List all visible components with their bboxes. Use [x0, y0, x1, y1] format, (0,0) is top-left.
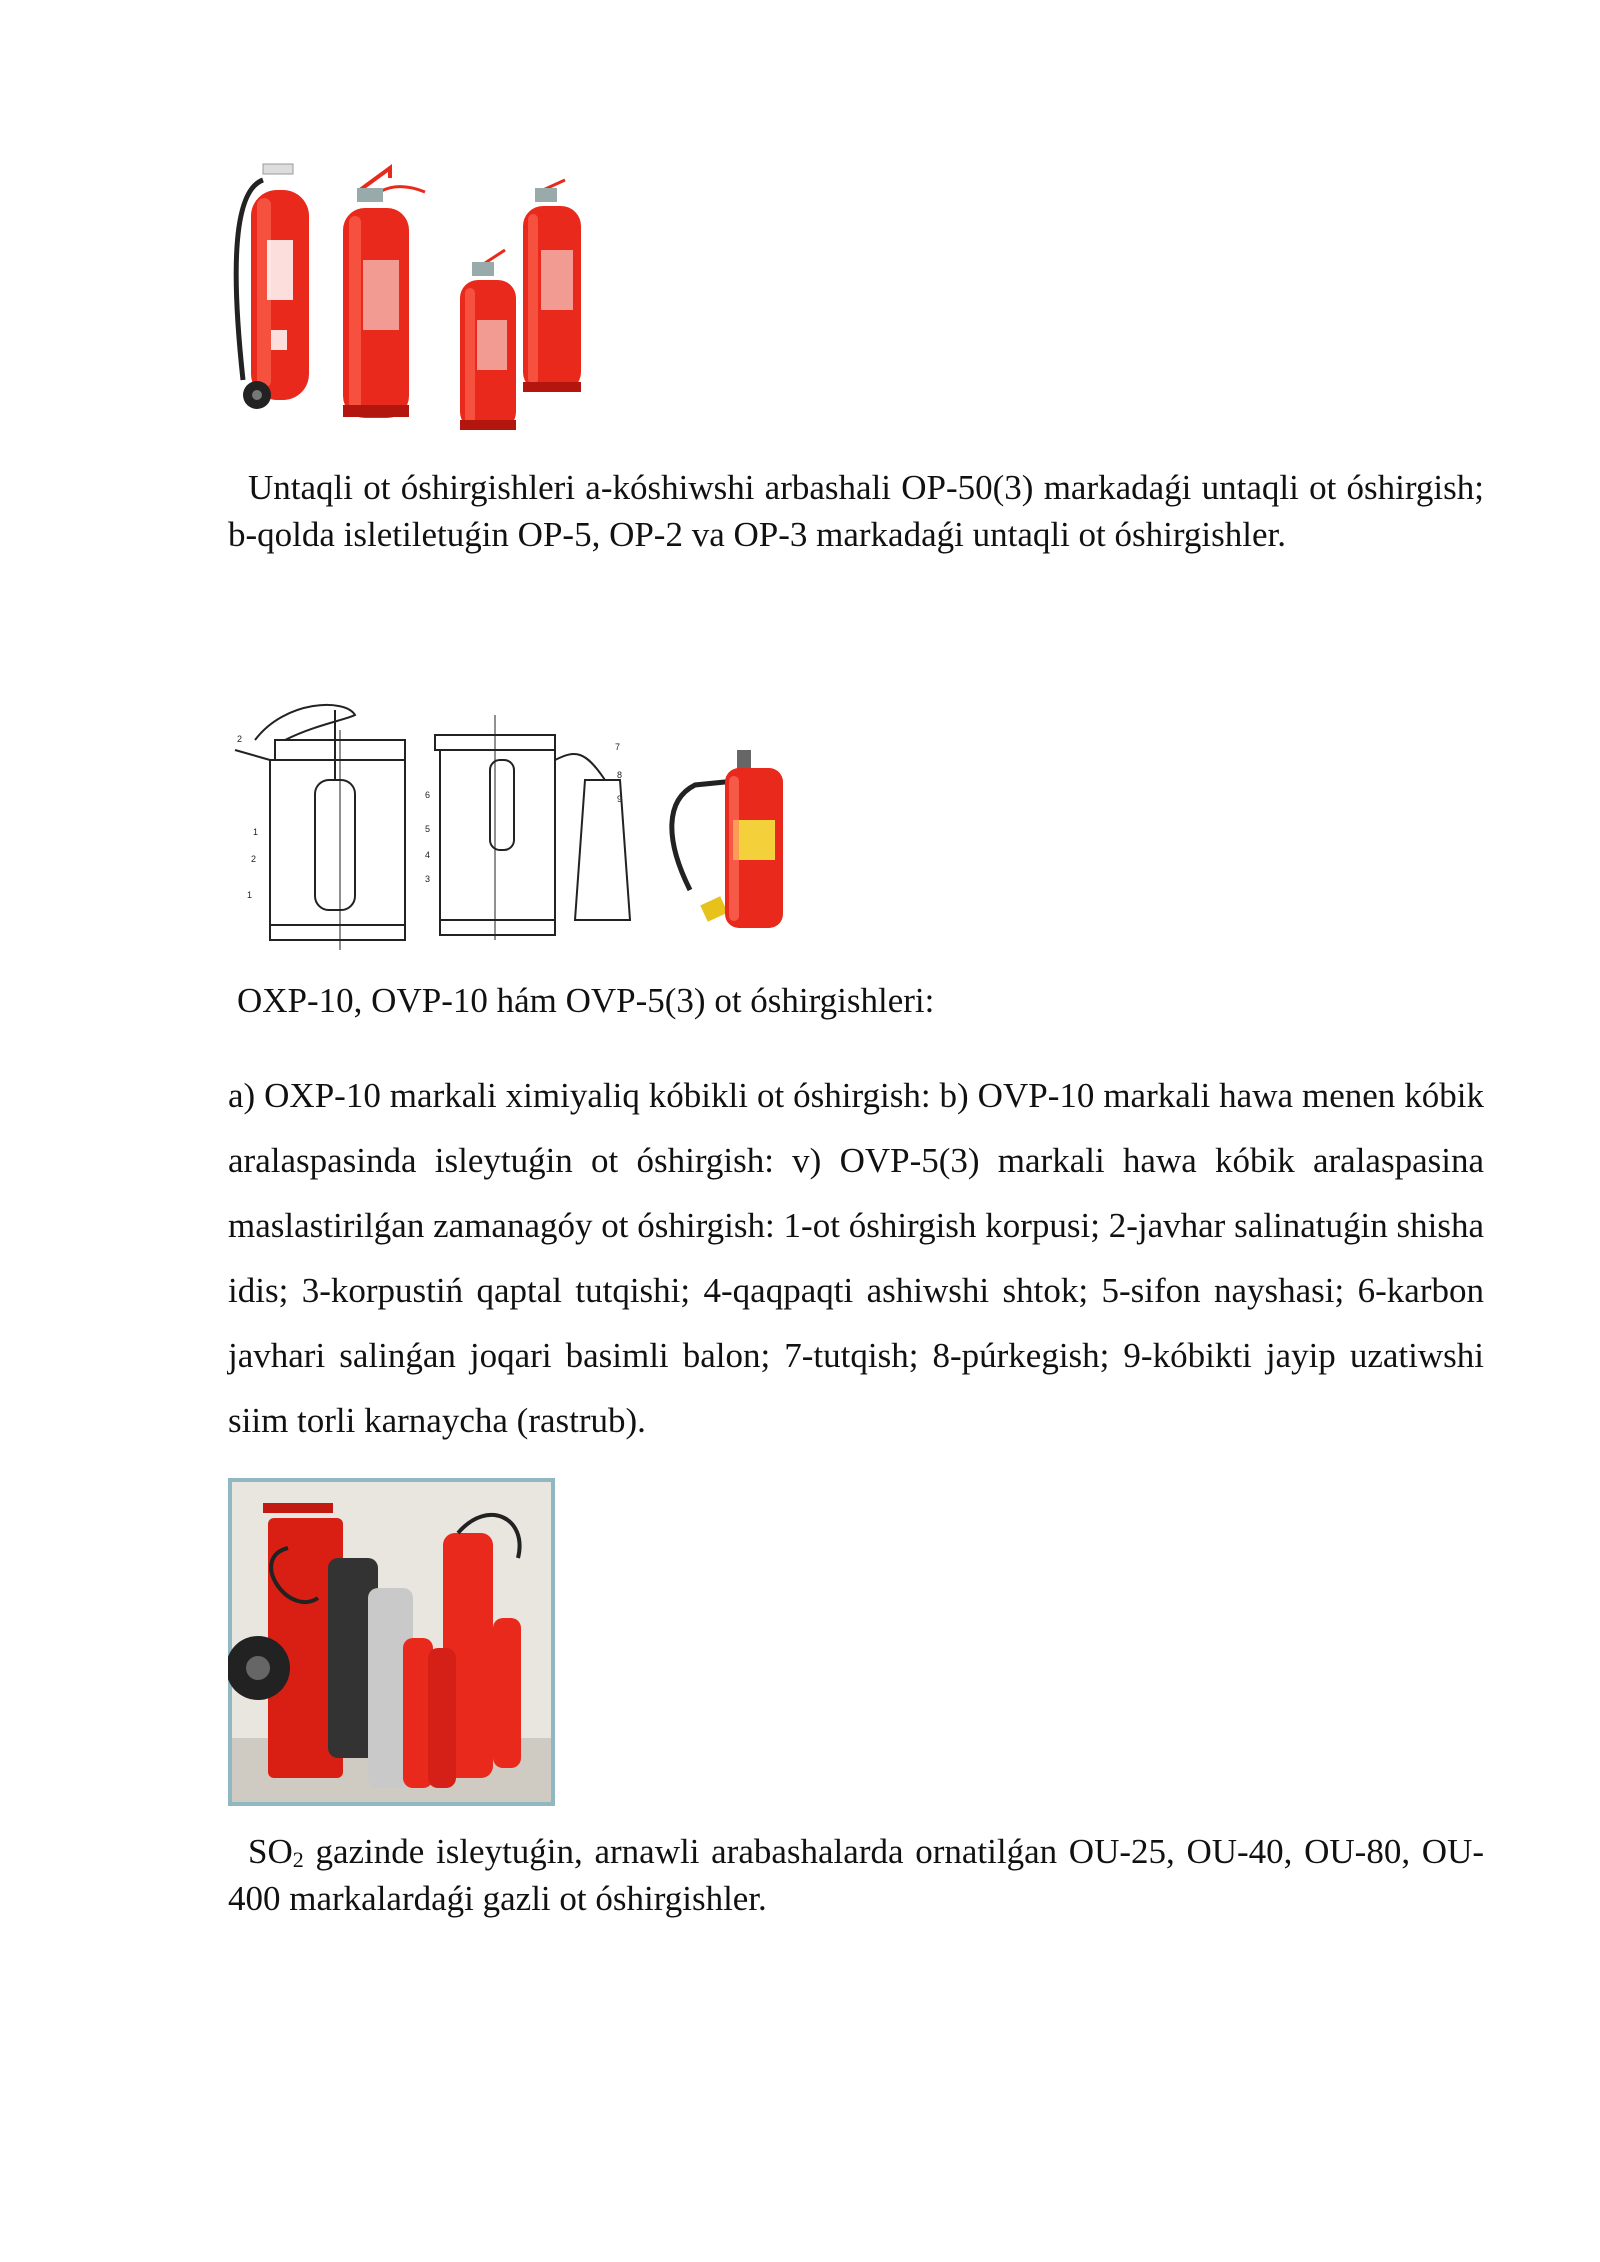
- ovp10-diagram: [435, 715, 630, 940]
- callout-label: 9: [617, 794, 623, 804]
- ovp5-extinguisher-image: [672, 750, 783, 928]
- op50-wheeled-extinguisher-image: [236, 164, 309, 409]
- op2-extinguisher-image: [460, 250, 516, 430]
- callout-label: 4: [425, 850, 431, 860]
- callout-label: 1: [247, 890, 253, 900]
- callout-label: 5: [425, 824, 431, 834]
- callout-label: 3: [425, 874, 431, 884]
- callout-label: 1: [253, 827, 259, 837]
- caption-foam-extinguishers: OXP-10, OVP-10 hám OVP-5(3) ot óshirgishleri:: [237, 981, 935, 1020]
- foam-extinguisher-description: a) OXP-10 markali ximiyaliq kóbikli ot óshirgish: b) OVP-10 markali hawa menen kóbik aralaspasinda isleytuǵin ot óshirgish: v) OVP-5(3) markali hawa kóbik aralaspasina maslastirilǵan zamanagóy ot óshirgish: 1-ot óshirgish korpusi; 2-javhar salinatuǵin shisha idis; 3-korpustiń qaptal tutqishi; 4-qaqpaqti ashiwshi shtok; 5-sifon nayshasi; 6-karbon javhari salinǵan joqari basimli balon; 7-tutqish; 8-púrkegish; 9-kóbikti jayip uzatiwshi siim torli karnaycha (rastrub).: [228, 1076, 1484, 1440]
- caption-gas-extinguishers: $SO_2$ gazinde isleytuǵin, arnawli arabashalarda ornatilǵan OU-25, OU-40, OU-80, OU-400 markalardaǵi gazli ot óshirgishler.: [228, 1832, 1484, 1918]
- callout-label: 8: [617, 770, 623, 780]
- op5-extinguisher-image: [343, 168, 425, 418]
- callout-label: 2: [251, 854, 257, 864]
- figure-foam-extinguishers: [225, 690, 845, 950]
- op3-extinguisher-image: [523, 180, 581, 392]
- callout-label: 2: [237, 734, 243, 744]
- figure-powder-extinguishers: [225, 150, 625, 440]
- figure-gas-extinguishers: [228, 1478, 555, 1806]
- callout-label: 6: [425, 790, 431, 800]
- callout-label: 7: [615, 742, 621, 752]
- oxp10-diagram: [235, 705, 405, 950]
- caption-powder-extinguishers: Untaqli ot óshirgishleri a-kóshiwshi arbashali OP-50(3) markadaǵi untaqli ot óshirgish; b-qolda isletiletuǵin OP-5, OP-2 va OP-3 markadaǵi untaqli ot óshirgishler.: [228, 468, 1484, 554]
